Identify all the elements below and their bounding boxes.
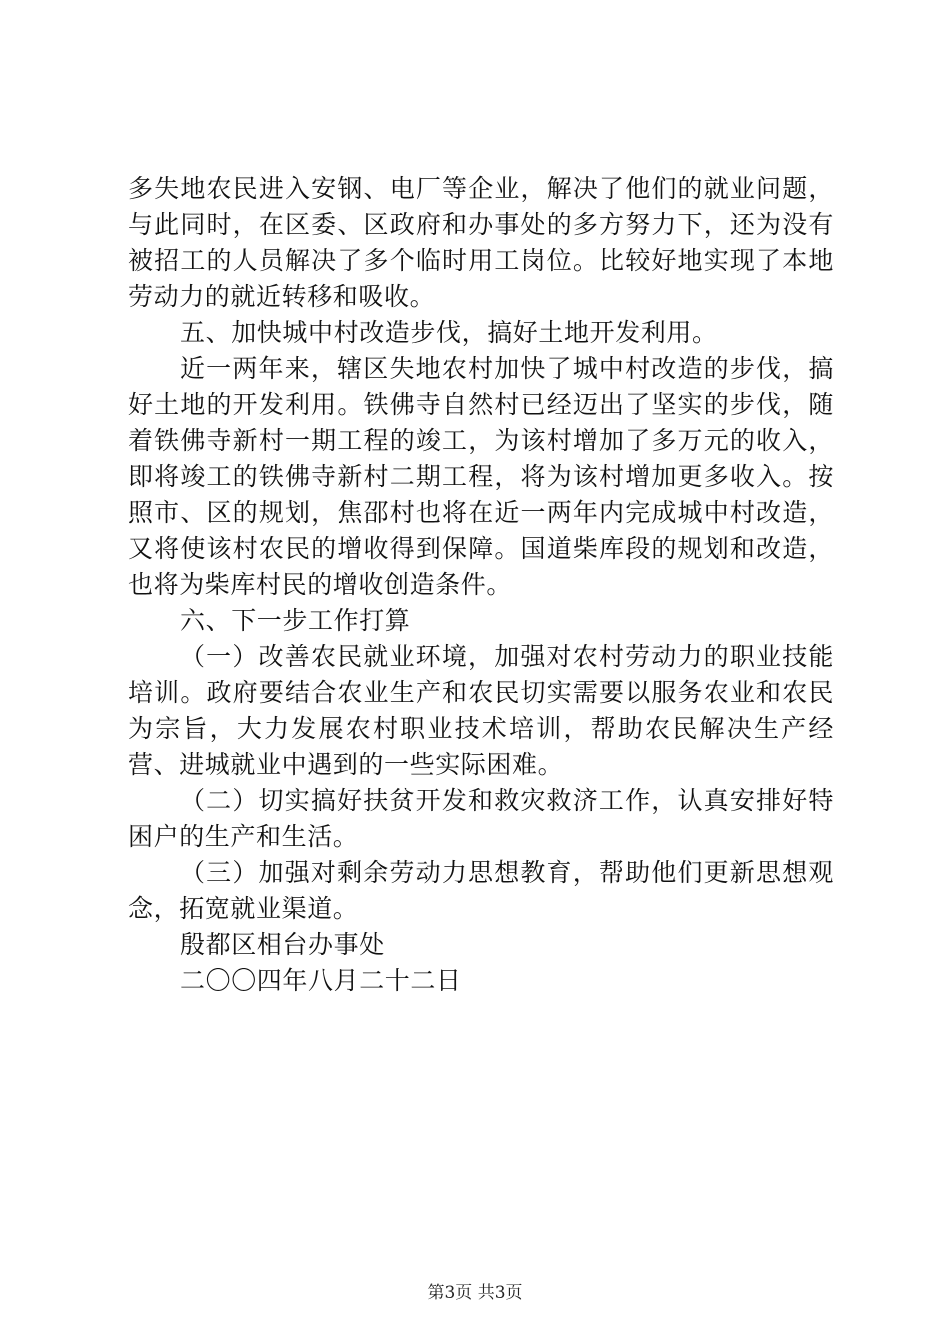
- plan-item-2: （二）切实搞好扶贫开发和救灾救济工作，认真安排好特困户的生产和生活。: [128, 786, 834, 851]
- paragraph-village-renovation: 近一两年来，辖区失地农村加快了城中村改造的步伐，搞好土地的开发利用。铁佛寺自然村已经迈出了坚实的步伐，随着铁佛寺新村一期工程的竣工，为该村增加了多万元的收入，即将竣工的铁佛寺新村二期工程，将为该村增加更多收入。按照市、区的规划，焦邵村也将在近一两年内完成城中村改造，又将使该村农民的增收得到保障。国道柴库段的规划和改造，也将为柴库村民的增收创造条件。: [128, 354, 834, 599]
- plan-item-3: （三）加强对剩余劳动力思想教育，帮助他们更新思想观念，拓宽就业渠道。: [128, 858, 834, 923]
- plan-item-1: （一）改善农民就业环境，加强对农村劳动力的职业技能培训。政府要结合农业生产和农民切实需要以服务农业和农民为宗旨，大力发展农村职业技术培训，帮助农民解决生产经营、进城就业中遇到的一些实际困难。: [128, 642, 834, 779]
- heading-section-5: 五、加快城中村改造步伐，搞好土地开发利用。: [180, 318, 718, 347]
- paragraph-continuation: 多失地农民进入安钢、电厂等企业，解决了他们的就业问题，与此同时，在区委、区政府和办事处的多方努力下，还为没有被招工的人员解决了多个临时用工岗位。比较好地实现了本地劳动力的就近转移和吸收。: [128, 174, 834, 311]
- signature-office: 殷都区相台办事处: [180, 930, 385, 959]
- signature-date: 二〇〇四年八月二十二日: [180, 966, 462, 995]
- page-number-footer: 第3页 共3页: [427, 1283, 523, 1303]
- document-body: [128, 171, 834, 999]
- heading-section-6: 六、下一步工作打算: [180, 606, 411, 635]
